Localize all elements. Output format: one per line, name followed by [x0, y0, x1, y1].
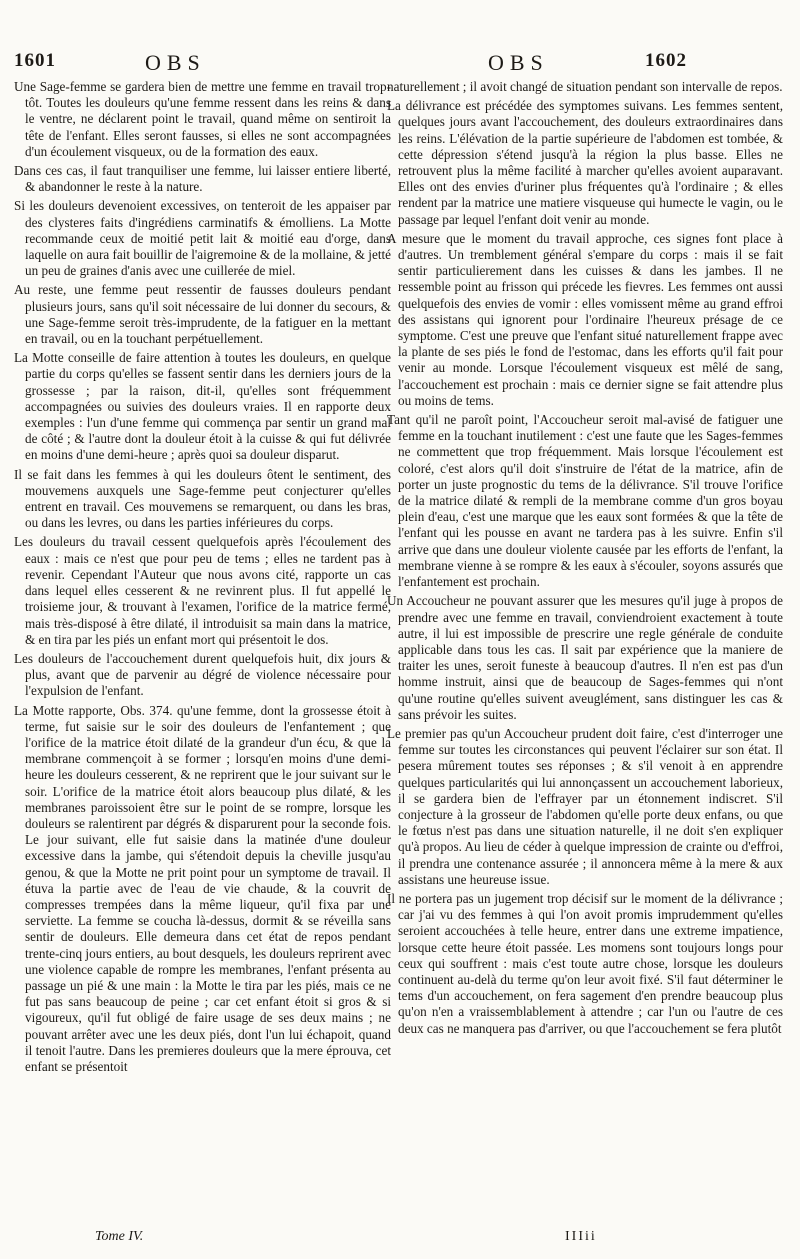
paragraph: La délivrance est précédée des symptomes suivans. Les femmes sentent, quelques jours avant l'accouchement, des douleurs extraordinaires dans les reins. L'élévation de la partie supérieure de l'abdomen est tombée, & cette dépression s'étend jusqu'à la région la plus basse. Elles ne retrouvent plus la même facilité à marcher qu'elles avoient auparavant. Elles ont des envies d'uriner plus fréquentes qu'à l'ordinaire ; & elles rendent par la matrice une matiere visqueuse qui humecte le vagin, ou le passage par lequel l'enfant doit venir au monde.	[387, 98, 783, 227]
paragraph: Si les douleurs devenoient excessives, on tenteroit de les appaiser par des clysteres faits d'ingrédiens carminatifs & émolliens. La Motte recommande ceux de moitié petit lait & moitié eau d'orge, dans laquelle on aura fait bouillir de l'aigremoine & de la mollaine, & jetté un peu de graines d'anis avec une cuillerée de miel.	[14, 198, 392, 279]
paragraph: Il se fait dans les femmes à qui les douleurs ôtent le sentiment, des mouvemens auxquels une Sage-femme peut conjecturer qu'elles entrent en travail. Ces mouvemens se remarquent, ou dans les bras, ou dans les levres, ou dans les parties inférieures du corps.	[14, 466, 391, 531]
running-head-left: OBS	[145, 50, 206, 75]
paragraph: Un Accoucheur ne pouvant assurer que les mesures qu'il juge à propos de prendre avec une femme en travail, conviendroient exactement à toute autre, il lui est impossible de prescrire une regle générale de conduite applicable dans tous les cas. Il sait par expérience que la maniere de traiter les unes, seroit funeste à beaucoup d'autres. Il n'en est pas d'un homme instruit, ainsi que de beaucoup de Sages-femmes qui n'ont qu'une routine qu'elles suivent aveuglément, sans distinguer les cas & sans prévoir les suites.	[387, 593, 783, 722]
paragraph: A mesure que le moment du travail approche, ces signes font place à d'autres. Un tremblement général s'empare du corps : mais il se fait sentir particulierement dans les cuisses & dans les jambes. Il ne ressemble point au frisson qui précede les fievres. Les femmes ont aussi quelquefois des envies de vomir : elles vomissent même au grand effroi des assistans qui ignorent pour l'ordinaire l'heureux présage de ce symptome. C'est une preuve que l'enfant situé naturellement frappe avec la plante de ses piés le fond de l'estomac, dans les efforts qu'il fait pour venir au monde. Lorsque l'écoulement visqueux est mêlé de sang, l'accouchement est prochain : mais ce dernier signe se fait attendre plus ou moins de tems.	[387, 230, 783, 408]
paragraph: Les douleurs de l'accouchement durent quelquefois huit, dix jours & plus, avant que de parvenir au dégré de violence nécessaire pour l'expulsion de l'enfant.	[14, 650, 391, 699]
paragraph: Il ne portera pas un jugement trop décisif sur le moment de la délivrance ; car j'ai vu des femmes à qui l'on avoit promis imprudemment qu'elles seroient accouchées à telle heure, entrer dans une extreme impatience, lorsque cette heure étoit passée. Les momens sont toujours longs pour ceux qui souffrent : mais c'est toute autre chose, lorsque les douleurs continuent au-delà du terme qu'on leur avoit fixé. S'il faut déterminer le tems d'un accouchement, on fera sagement d'en prendre beaucoup plus qu'on n'en a vraissemblablement à attendre ; car l'un ou l'autre de ces deux cas ne manquera pas d'arriver, ou que l'accouchement se fera plutôt	[387, 890, 783, 1036]
page-number-right: 1602	[645, 50, 687, 71]
paragraph: naturellement ; il avoit changé de situation pendant son intervalle de repos.	[387, 79, 783, 94]
paragraph: La Motte rapporte, Obs. 374. qu'une femme, dont la grossesse étoit à terme, fut saisie sur le soir des douleurs de l'enfantement ; que l'orifice de la matrice étoit dilaté de la grandeur d'un écu, & que la membrane commençoit à se former ; lorsqu'en moins d'une demi-heure les douleurs cesserent, & ne reprirent que le jour suivant sur le soir. L'orifice de la matrice étoit alors beaucoup plus dilaté, & les membranes paroissoient être sur le point de se rompre, lorsque les douleurs se ralentirent par dégrés & disparurent pour la seconde fois. Le jour suivant, elle fut saisie dans la matinée d'une douleur excessive dans la jambe, qui s'étendoit depuis la cheville jusqu'au genou, & que la Motte ne prit point pour un symptome de travail. Il étuva la partie avec de l'eau de vie chaude, & la couvrit de compresses trempées dans la même liqueur, qu'il fixa par une serviette. La femme se coucha là-dessus, dormit & se réveilla sans sentir de douleurs. Elle demeura dans cet état de repos pendant trente-cinq jours entiers, au bout desquels, les douleurs reprirent avec une violence capable de rompre les membranes, l'enfant présenta au passage un pié & une main : la Motte le tira par les piés, mais ce ne fut pas sans beaucoup de peine ; car cet enfant étoit si gros & si vigoureux, qu'il fut obligé de faire usage de ses deux mains ; ne pouvant arrêter avec une les deux piés, dont l'un lui échapoit, quand il tenoit l'autre. Dans les premieres douleurs que la mere éprouva, cet enfant se présentoit	[14, 702, 391, 1074]
left-column	[14, 79, 391, 1078]
page-number-left: 1601	[14, 50, 56, 71]
running-head-right: OBS	[488, 50, 549, 75]
volume-label: Tome IV.	[95, 1229, 144, 1244]
paragraph: La Motte conseille de faire attention à toutes les douleurs, en quelque partie du corps qu'elles se fassent sentir dans les derniers jours de la grossesse ; par la raison, dit-il, qu'elles sont fréquemment accompagnées ou suivies des douleurs vraies. Il en rapporte deux exemples : l'un d'une femme qui commença par sentir un grand mal de côté ; & l'autre dont la douleur étoit à la cuisse & qui fut délivrée en moins d'une demi-heure ; après quoi sa douleur disparut.	[14, 350, 391, 463]
paragraph: Les douleurs du travail cessent quelquefois après l'écoulement des eaux : mais ce n'est que pour peu de tems ; elles ne tardent pas à revenir. Cependant l'Auteur que nous avons cité, rapporte un cas dans lequel elles cesserent & ne revinrent plus. Il fut appellé le troisieme jour, & trouvant à l'examen, l'orifice de la matrice fermé, mais très-disposé à être dilaté, il introduisit sa main dans la matrice, & en tira par les piés un enfant mort qui présentoit le dos.	[14, 534, 391, 647]
right-column	[387, 79, 783, 1040]
signature-mark: IIIii	[565, 1229, 597, 1244]
paragraph: Au reste, une femme peut ressentir de fausses douleurs pendant plusieurs jours, sans qu'il soit nécessaire de lui donner du secours, & une Sage-femme seroit très-imprudente, de la fatiguer en la mettant en travail, ou en la touchant perpétuellement.	[14, 282, 391, 347]
paragraph: Tant qu'il ne paroît point, l'Accoucheur seroit mal-avisé de fatiguer une femme en la touchant inutilement : c'est une faute que les Sages-femmes ne commettent que trop fréquemment. Mais lorsque l'écoulement est coloré, c'est alors qu'il doit s'instruire de l'état de la matrice, afin de porter un juste prognostic du tems de la délivrance. S'il trouve l'orifice de la matrice dilaté & rempli de la membrane comme d'un gros boyau plein d'eau, c'est une marque que les eaux sont formées & que la tête de l'enfant qui les pousse en avant ne tardera pas à les suivre. Enfin s'il arrive que dans une douleur violente causée par les efforts de l'enfant, la membrane vienne à se rompre & les eaux à s'écouler, soyons assurés que l'enfantement est prochain.	[387, 412, 783, 590]
paragraph: Le premier pas qu'un Accoucheur prudent doit faire, c'est d'interroger une femme sur toutes les circonstances qui peuvent l'éclairer sur son état. Il pesera mûrement toutes ses réponses ; & s'il venoit à en apprendre quelques particularités qui lui annonçassent un accouchement laborieux, il se gardera bien de l'effrayer par un étonnement indiscret. S'il conjecture à la grosseur de l'abdomen qu'elle porte deux enfans, ou que le fœtus n'est pas dans une situation naturelle, il ne doit s'en expliquer qu'à propos. Au lieu de céder à quelque impression de crainte ou d'effroi, il prendra une contenance assurée ; il annoncera même à la mere & aux assistans une heureuse issue.	[387, 725, 783, 887]
paragraph: Une Sage-femme se gardera bien de mettre une femme en travail trop-tôt. Toutes les douleurs qu'une femme ressent dans les reins & dans le ventre, ne déclarent point le travail, quand même on sentiroit la tête de l'enfant. Elles seront fausses, si elles ne sont accompagnées d'un écoulement visqueux, ou de la formation des eaux.	[14, 79, 391, 159]
paragraph: Dans ces cas, il faut tranquiliser une femme, lui laisser entiere liberté, & abandonner le reste à la nature.	[14, 163, 391, 195]
